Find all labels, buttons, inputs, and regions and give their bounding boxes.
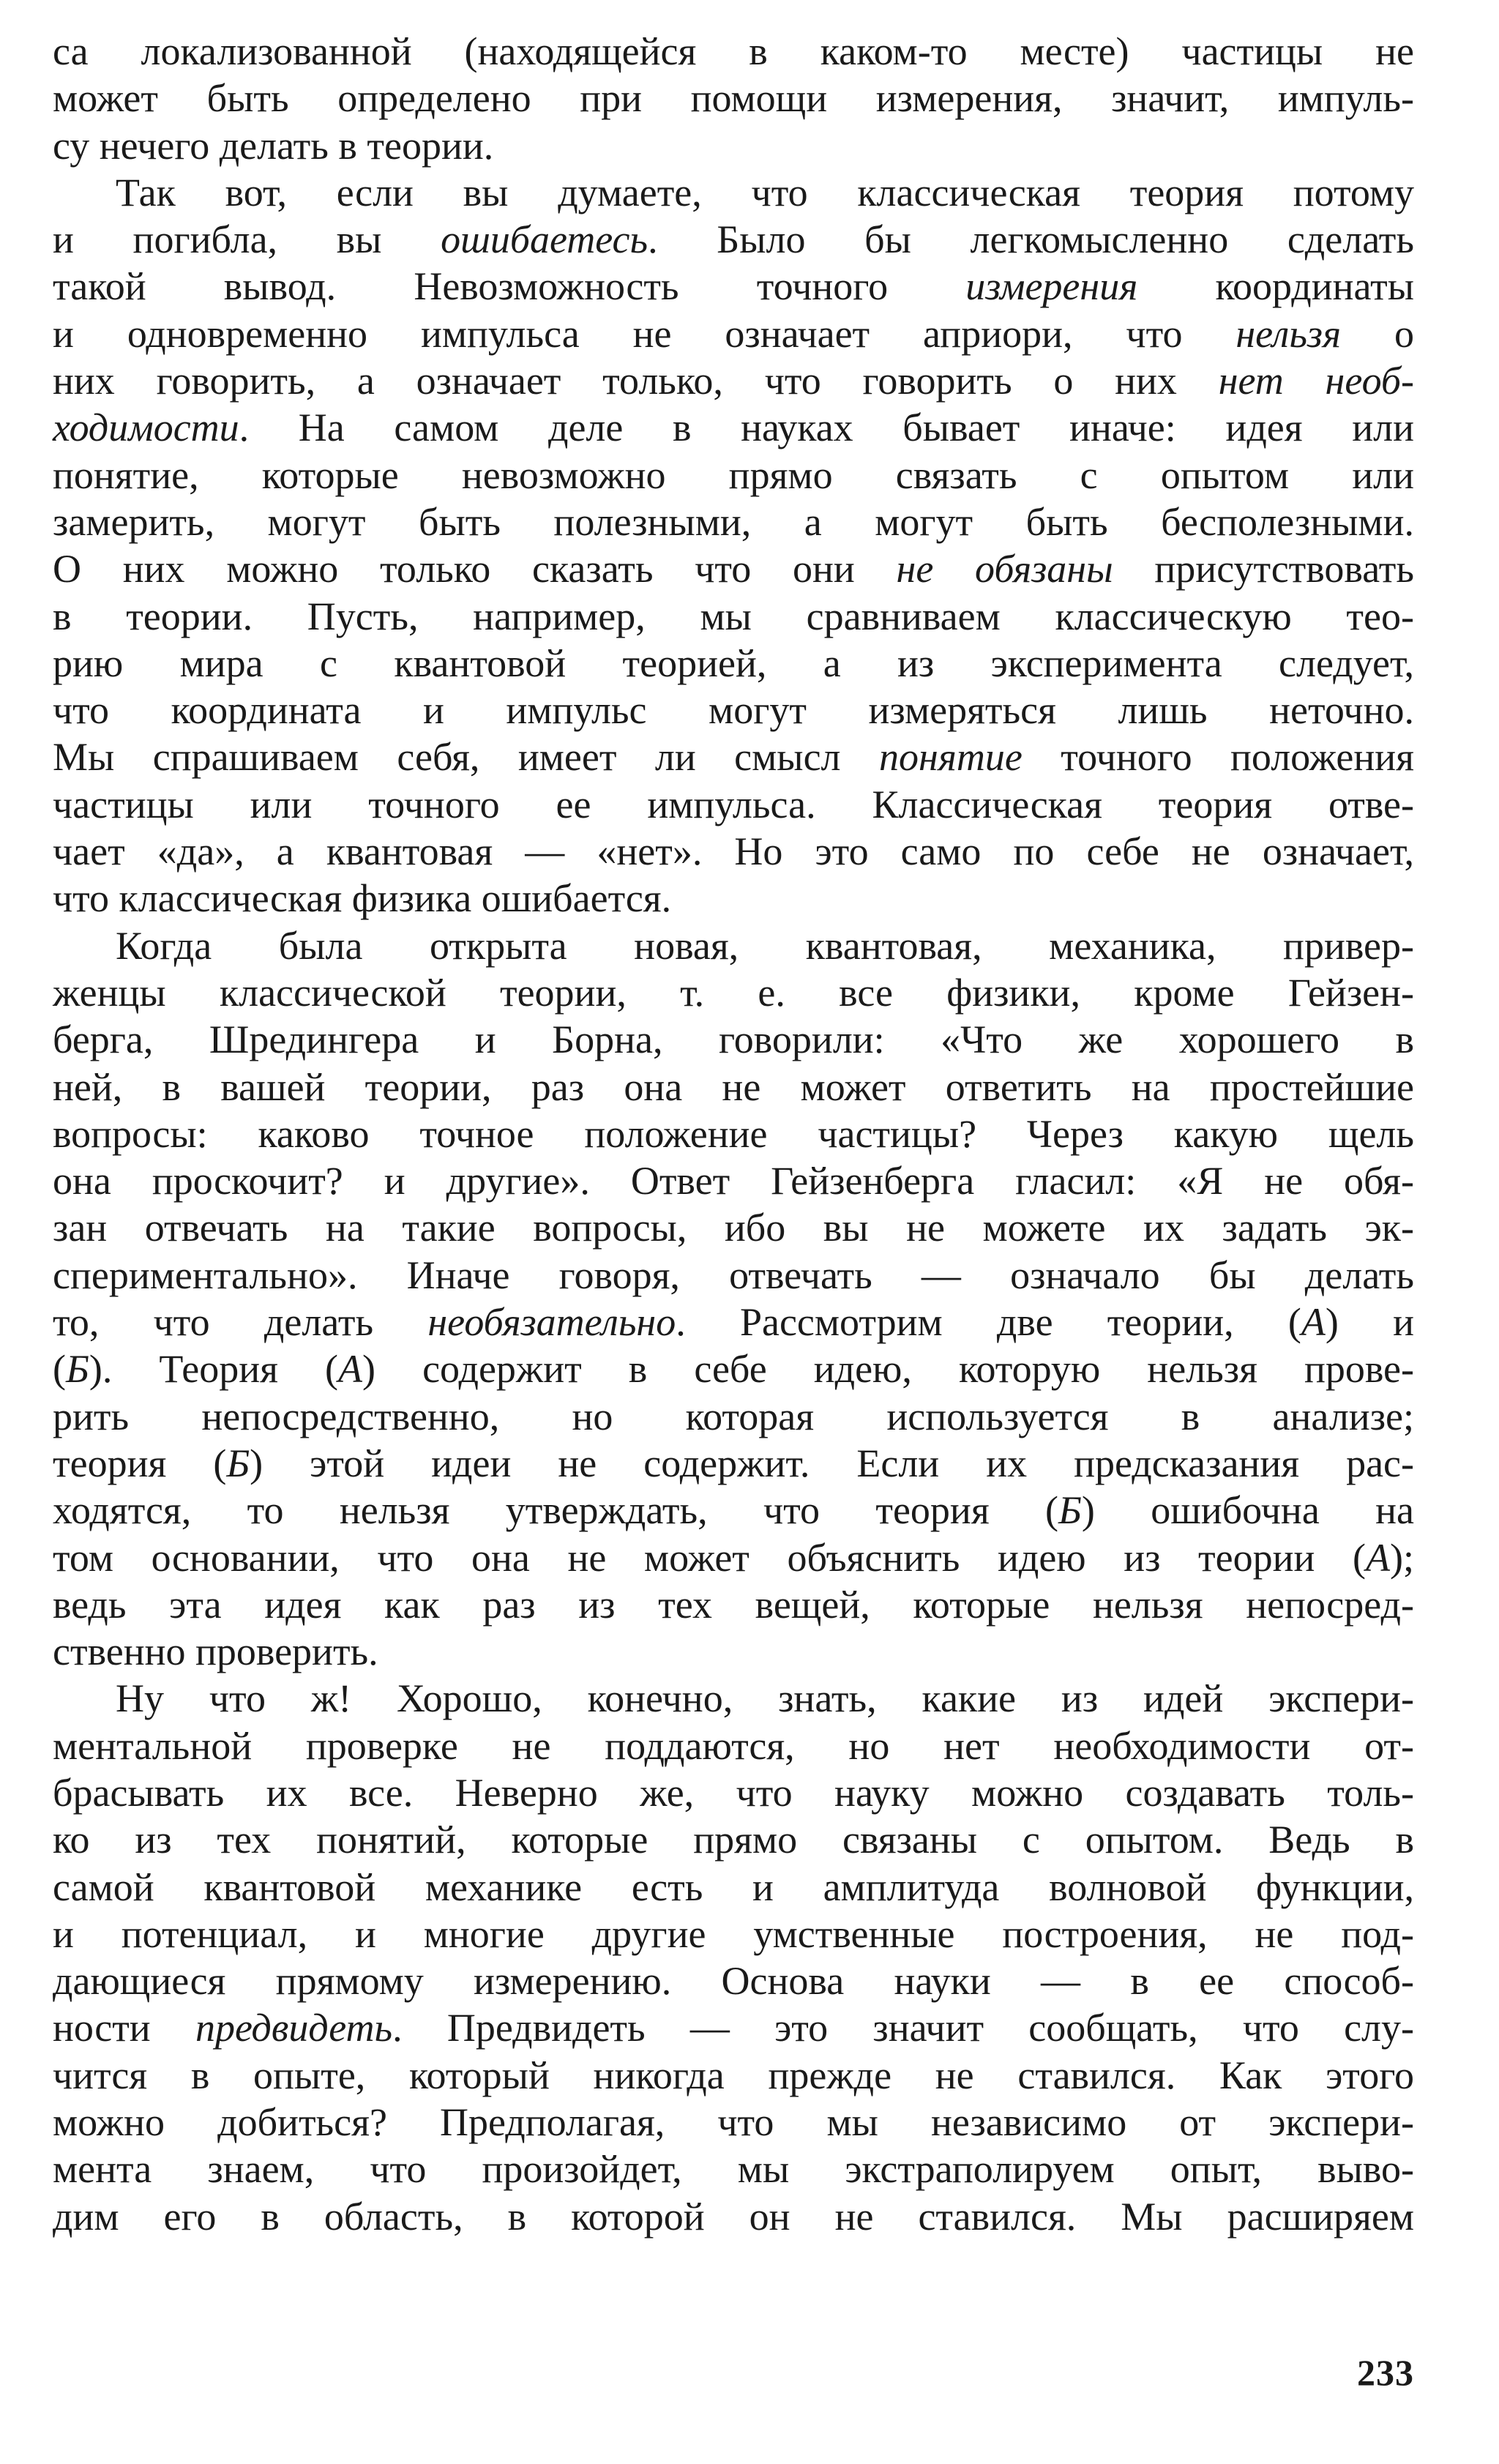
text-line: теория (Б) этой идеи не содержит. Если их предсказания рас-	[53, 1441, 1414, 1485]
text-line: брасывать их все. Неверно же, что науку можно создавать толь-	[53, 1770, 1414, 1815]
text-line: ментальной проверке не поддаются, но нет необходимости от-	[53, 1723, 1414, 1768]
paragraph	[53, 28, 1414, 169]
text-line: О них можно только сказать что они не обязаны присутствовать	[53, 547, 1414, 591]
text-line: самой квантовой механике есть и амплитуда волновой функции,	[53, 1864, 1414, 1909]
text-line: ведь эта идея как раз из тех вещей, которые нельзя непосред-	[53, 1582, 1414, 1627]
text-line: ственно проверить.	[53, 1629, 378, 1674]
text-line: она проскочит? и другие». Ответ Гейзенберга гласил: «Я не обя-	[53, 1159, 1414, 1203]
text-line: Когда была открыта новая, квантовая, механика, привер-	[116, 923, 1414, 968]
paragraph	[53, 922, 1414, 1676]
text-line: (Б). Теория (А) содержит в себе идею, которую нельзя прове-	[53, 1347, 1414, 1392]
text-line: ходимости. На самом деле в науках бывает иначе: идея или	[53, 406, 1414, 450]
text-line: ности предвидеть. Предвидеть — это значит сообщать, что слу-	[53, 2006, 1414, 2050]
text-line: них говорить, а означает только, что говорить о них нет необ-	[53, 359, 1415, 403]
text-line: и потенциал, и многие другие умственные построения, не под-	[53, 1911, 1414, 1956]
page-body	[53, 28, 1414, 2240]
text-line: такой вывод. Невозможность точного измерения координаты	[53, 264, 1414, 309]
text-line: вопросы: каково точное положение частицы? Через какую щель	[53, 1111, 1414, 1156]
text-line: Так вот, если вы думаете, что классическая теория потому	[116, 170, 1414, 214]
text-line: том основании, что она не может объяснить идею из теории (А);	[53, 1535, 1414, 1580]
text-line: в теории. Пусть, например, мы сравниваем классическую тео-	[53, 594, 1414, 638]
text-line: Мы спрашиваем себя, имеет ли смысл понятие точного положения	[53, 735, 1414, 780]
text-line: то, что делать необязательно. Рассмотрим две теории, (А) и	[53, 1300, 1414, 1345]
text-line: берга, Шредингера и Борна, говорили: «Что же хорошего в	[53, 1018, 1414, 1062]
text-line: рию мира с квантовой теорией, а из эксперимента следует,	[53, 641, 1414, 685]
text-line: что классическая физика ошибается.	[53, 876, 672, 921]
text-line: может быть определено при помощи измерения, значит, импуль-	[53, 76, 1414, 121]
text-line: что координата и импульс могут измеряться лишь неточно.	[53, 688, 1414, 733]
text-line: спериментально». Иначе говоря, отвечать — означало бы делать	[53, 1252, 1414, 1297]
text-line: Ну что ж! Хорошо, конечно, знать, какие из идей экспери-	[116, 1676, 1414, 1721]
text-line: чает «да», а квантовая — «нет». Но это само по себе не означает,	[53, 829, 1414, 874]
text-line: можно добиться? Предполагая, что мы независимо от экспери-	[53, 2100, 1414, 2145]
text-line: замерить, могут быть полезными, а могут быть бесполезными.	[53, 499, 1414, 544]
text-line: чится в опыте, который никогда прежде не ставился. Как этого	[53, 2053, 1414, 2097]
text-line: зан отвечать на такие вопросы, ибо вы не можете их задать эк-	[53, 1206, 1414, 1250]
paragraph	[53, 169, 1414, 922]
page-number: 233	[1357, 2352, 1414, 2393]
text-line: дающиеся прямому измерению. Основа науки — в ее способ-	[53, 1959, 1414, 2004]
paragraph	[53, 1675, 1414, 2240]
text-line: мента знаем, что произойдет, мы экстраполируем опыт, выво-	[53, 2147, 1414, 2192]
text-line: женцы классической теории, т. е. все физики, кроме Гейзен-	[53, 970, 1414, 1015]
text-line: и погибла, вы ошибаетесь. Было бы легкомысленно сделать	[53, 217, 1414, 262]
text-line: дим его в область, в которой он не ставился. Мы расширяем	[53, 2194, 1414, 2239]
text-line: ходятся, то нельзя утверждать, что теория (Б) ошибочна на	[53, 1488, 1414, 1533]
text-line: са локализованной (находящейся в каком-то месте) частицы не	[53, 29, 1414, 73]
text-line: рить непосредственно, но которая используется в анализе;	[53, 1394, 1414, 1438]
text-line: ней, в вашей теории, раз она не может ответить на простейшие	[53, 1064, 1414, 1109]
text-line: и одновременно импульса не означает априори, что нельзя о	[53, 311, 1414, 356]
text-line: ко из тех понятий, которые прямо связаны с опытом. Ведь в	[53, 1818, 1414, 1862]
text-line: частицы или точного ее импульса. Классическая теория отве-	[53, 782, 1414, 826]
text-line: понятие, которые невозможно прямо связать с опытом или	[53, 452, 1414, 497]
text-line: су нечего делать в теории.	[53, 123, 494, 168]
